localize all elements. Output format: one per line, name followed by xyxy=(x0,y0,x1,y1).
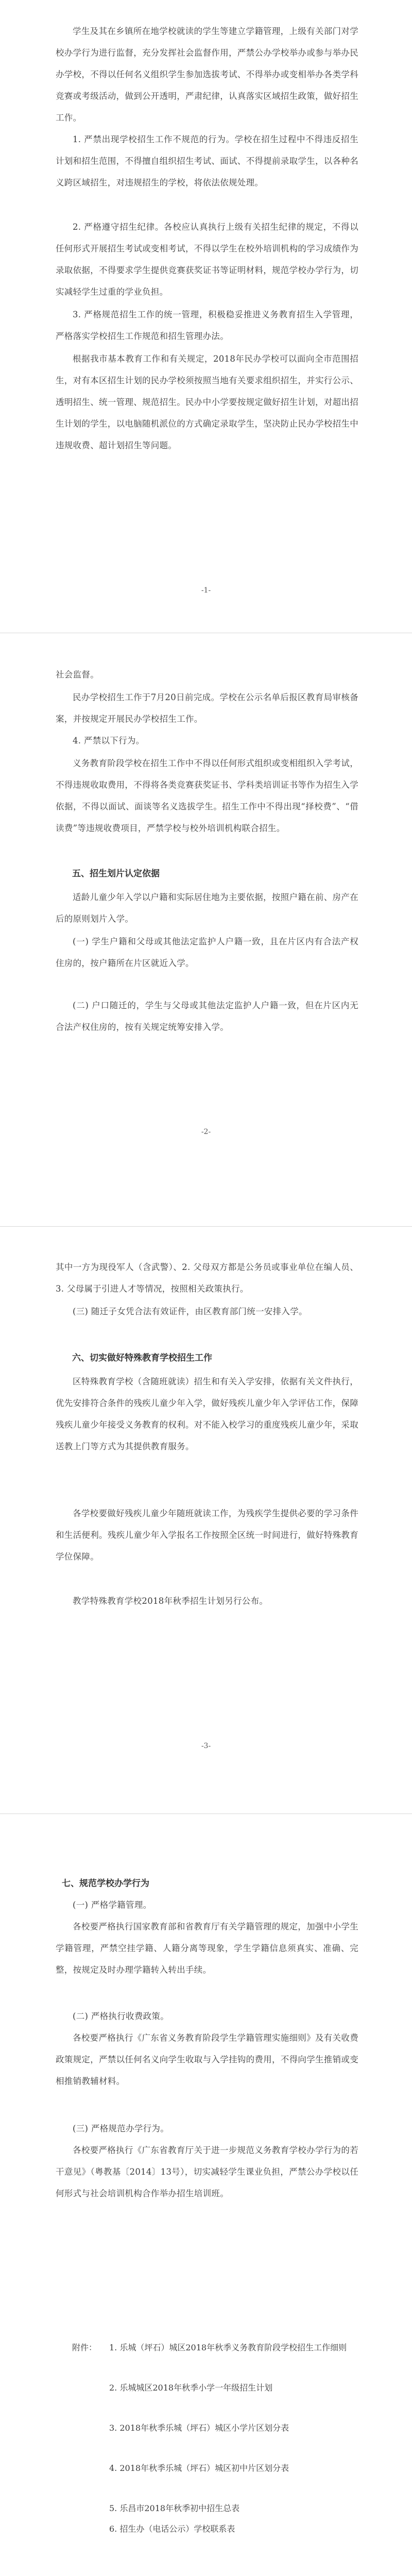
page-number: -2- xyxy=(201,1128,211,1136)
paragraph: 1. 严禁出现学校招生工作不规范的行为。学校在招生过程中不得违反招生计划和招生范围，不得擅自组织招生考试、面试、不得提前录取学生，以各种名义跨区域招生，对违规招生的学校，将依法依规处理。 xyxy=(56,134,358,188)
paragraph: (一) 严格学籍管理。 xyxy=(73,1900,152,1910)
paragraph: (一) 学生户籍和父母或其他法定监护人户籍一致，且在片区内有合法产权住房的，按户籍所在片区就近入学。 xyxy=(56,937,358,968)
attachment-item[interactable]: 1. 乐城（坪石）城区2018年秋季义务教育阶段学校招生工作细则 xyxy=(109,2343,347,2352)
document-page-1 xyxy=(0,0,412,595)
paragraph: 其中一方为现役军人（含武警）、2. 父母双方都是公务员或事业单位在编人员、3. 父母属于引进人才等情况，按照相关政策执行。 xyxy=(56,1262,358,1294)
section-heading: 五、招生划片认定依据 xyxy=(72,869,160,879)
paragraph: 义务教育阶段学校在招生工作中不得以任何形式组织或变相组织入学考试，不得违规收取费用，不得将各类竞赛获奖证书、学科类培训证书等作为招生入学依据，不得以面试、面谈等名义选拔学生。招生工作中不得出现“择校费”、“借读费”等违规收费项目，严禁学校与校外培训机构联合招生。 xyxy=(56,758,358,833)
paragraph: 区特殊教育学校（含随班就读）招生和有关入学安排，依据有关文件执行，优先安排符合条件的残疾儿童少年入学，做好残疾儿童少年入学评估工作，保障残疾儿童少年接受义务教育的权利。对不能入校学习的重度残疾儿童少年，采取送教上门等方式为其提供教育服务。 xyxy=(56,1377,358,1451)
paragraph: (三) 随迁子女凭合法有效证件，由区教育部门统一安排入学。 xyxy=(73,1307,307,1316)
section-heading: 七、规范学校办学行为 xyxy=(62,1878,149,1889)
paragraph: (三) 严格规范办学行为。 xyxy=(73,2124,169,2133)
attachment-item[interactable]: 5. 乐昌市2018年秋季初中招生总表 xyxy=(109,2503,240,2513)
document-page-2 xyxy=(0,633,412,1179)
paragraph: 各校要严格执行国家教育部和省教育厅有关学籍管理的规定，加强中小学生学籍管理，严禁空挂学籍、人籍分离等现象，学生学籍信息须真实、准确、完整，按规定及时办理学籍转入转出手续。 xyxy=(56,1922,358,1975)
paragraph: 各校要严格执行《广东省义务教育阶段学生学籍管理实施细则》及有关收费政策规定，严禁以任何名义向学生收取与入学挂钩的费用，不得向学生推销或变相推销教辅材料。 xyxy=(56,2033,358,2086)
paragraph: (二) 严格执行收费政策。 xyxy=(73,2011,169,2021)
paragraph: 2. 严格遵守招生纪律。各校应认真执行上级有关招生纪律的规定，不得以任何形式开展招生考试或变相考试，不得以学生在校外培训机构的学习成绩作为录取依据，不得要求学生提供竞赛获奖证书等证明材料，规范学校办学行为，切实减轻学生过重的学业负担。 xyxy=(56,222,358,297)
paragraph: 4. 严禁以下行为。 xyxy=(73,736,145,745)
paragraph: 各学校要做好残疾儿童少年随班就读工作，为残疾学生提供必要的学习条件和生活便利。残疾儿童少年入学报名工作按照全区统一时间进行，做好特殊教育学位保障。 xyxy=(56,1509,358,1562)
paragraph: 学生及其在乡镇所在地学校就读的学生等建立学籍管理，上级有关部门对学校办学行为进行监督，充分发挥社会监督作用，严禁公办学校举办或参与举办民办学校，不得以任何名义组织学生参加选拔考试、不得举办或变相举办各类学科竞赛或考级活动，做到公开透明，严肃纪律，认真落实区域招生政策，做好招生工作。 xyxy=(56,26,358,123)
document-page-4 xyxy=(0,1814,412,2576)
section-heading: 六、切实做好特殊教育学校招生工作 xyxy=(72,1353,212,1363)
attachments-label: 附件： xyxy=(72,2343,97,2352)
attachment-item[interactable]: 6. 招生办（电话公示）学校联系表 xyxy=(109,2524,235,2534)
document-page-3 xyxy=(0,1227,412,1773)
paragraph: 适龄儿童少年入学以户籍和实际居住地为主要依据，按照户籍在前、房产在后的原则划片入学。 xyxy=(56,892,358,924)
paragraph: 民办学校招生工作于7月20日前完成。学校在公示名单后报区教育局审核备案，并按规定开展民办学校招生工作。 xyxy=(56,692,358,724)
paragraph: 3. 严格规范招生工作的统一管理，积极稳妥推进义务教育招生入学管理，严格落实学校招生工作规范和招生管理办法。 xyxy=(56,310,358,341)
page-number: -1- xyxy=(201,586,211,595)
attachment-item[interactable]: 3. 2018年秋季乐城（坪石）城区小学片区划分表 xyxy=(109,2423,289,2433)
attachment-item[interactable]: 2. 乐城城区2018年秋季小学一年级招生计划 xyxy=(109,2383,273,2393)
paragraph: (二) 户口随迁的，学生与父母或其他法定监护人户籍一致，但在片区内无合法产权住房的，按有关规定统筹安排入学。 xyxy=(56,1001,358,1032)
paragraph: 教学特殊教育学校2018年秋季招生计划另行公布。 xyxy=(73,1596,268,1606)
paragraph: 社会监督。 xyxy=(56,670,99,680)
paragraph: 各校要严格执行《广东省教育厅关于进一步规范义务教育学校办学行为的若干意见》（粤教基〔2014〕13号），切实减轻学生课业负担，严禁公办学校以任何形式与社会培训机构合作举办招生培训班。 xyxy=(56,2145,358,2198)
paragraph: 根据我市基本教育工作和有关规定，2018年民办学校可以面向全市范围招生，对有本区招生计划的民办学校须按照当地有关要求组织招生，并实行公示、透明招生、统一管理、规范招生。民办中小学要按规定做好招生计划，对超出招生计划的学生，以电脑随机派位的方式确定录取学生，坚决防止民办学校招生中违规收费、超计划招生等问题。 xyxy=(56,354,358,450)
page-number: -3- xyxy=(201,1742,211,1750)
attachment-item[interactable]: 4. 2018年秋季乐城（坪石）城区初中片区划分表 xyxy=(109,2463,289,2473)
